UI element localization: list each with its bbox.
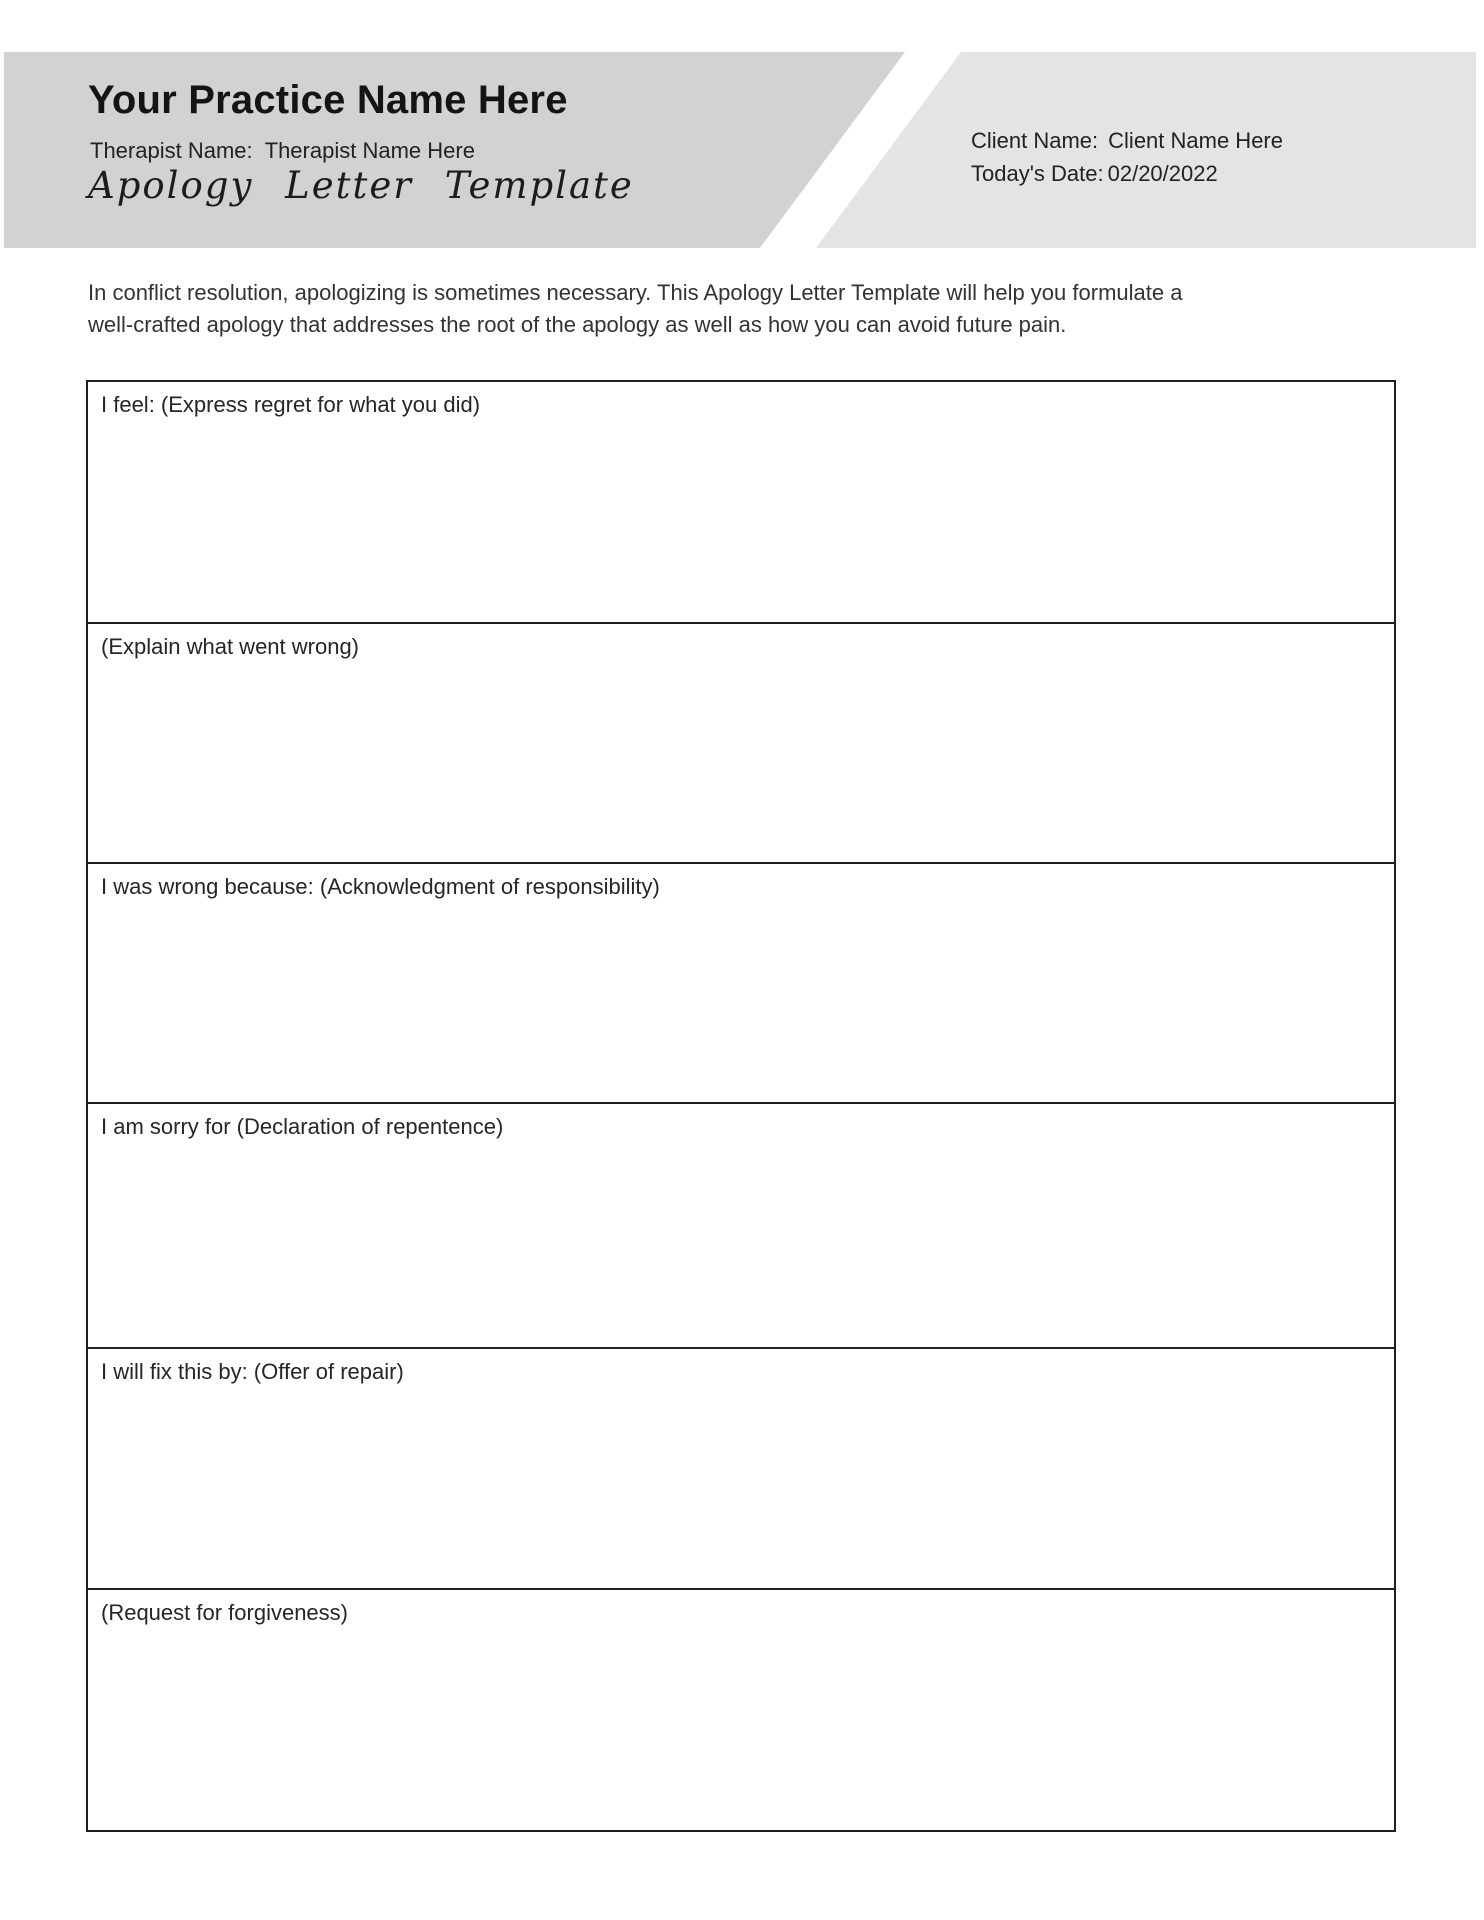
client-info-block <box>971 124 1283 190</box>
date-value: 02/20/2022 <box>1107 161 1218 186</box>
intro-line-2: well-crafted apology that addresses the root of the apology as well as how you can avoid future pain. <box>88 312 1067 337</box>
field-input-area-i-am-sorry-for[interactable] <box>90 1150 1392 1345</box>
field-input-area-request-for-forgiveness[interactable] <box>90 1636 1392 1828</box>
date-label: Today's Date: <box>971 161 1104 186</box>
intro-line-1: In conflict resolution, apologizing is sometimes necessary. This Apology Letter Template will help you formulate a <box>88 280 1183 305</box>
practice-name-title: Your Practice Name Here <box>88 78 568 122</box>
document-title: Apology Letter Template <box>88 164 634 207</box>
field-input-area-i-was-wrong-because[interactable] <box>90 910 1392 1100</box>
intro-paragraph <box>88 277 1418 341</box>
field-box-request-for-forgiveness <box>86 1588 1396 1832</box>
field-label-i-will-fix-this-by: I will fix this by: (Offer of repair) <box>101 1359 404 1384</box>
therapist-name-label: Therapist Name: <box>90 138 253 163</box>
date-row <box>971 157 1283 190</box>
client-name-row <box>971 124 1283 157</box>
field-label-explain-what-went-wrong: (Explain what went wrong) <box>101 634 360 659</box>
field-label-request-for-forgiveness: (Request for forgiveness) <box>101 1600 348 1625</box>
field-label-i-am-sorry-for: I am sorry for (Declaration of repentence) <box>101 1114 504 1139</box>
field-label-i-feel: I feel: (Express regret for what you did) <box>101 392 481 417</box>
client-name-value: Client Name Here <box>1108 128 1283 153</box>
field-input-area-i-will-fix-this-by[interactable] <box>90 1395 1392 1586</box>
field-box-explain-what-went-wrong <box>86 622 1396 864</box>
field-box-i-feel <box>86 380 1396 624</box>
header-banner <box>4 52 1476 248</box>
field-box-i-will-fix-this-by <box>86 1347 1396 1590</box>
client-name-label: Client Name: <box>971 128 1099 153</box>
therapist-name-value: Therapist Name Here <box>264 138 475 163</box>
field-input-area-i-feel[interactable] <box>90 428 1392 620</box>
field-label-i-was-wrong-because: I was wrong because: (Acknowledgment of responsibility) <box>101 874 660 899</box>
therapist-name-row <box>90 138 475 164</box>
field-box-i-was-wrong-because <box>86 862 1396 1104</box>
field-box-i-am-sorry-for <box>86 1102 1396 1349</box>
field-input-area-explain-what-went-wrong[interactable] <box>90 670 1392 860</box>
